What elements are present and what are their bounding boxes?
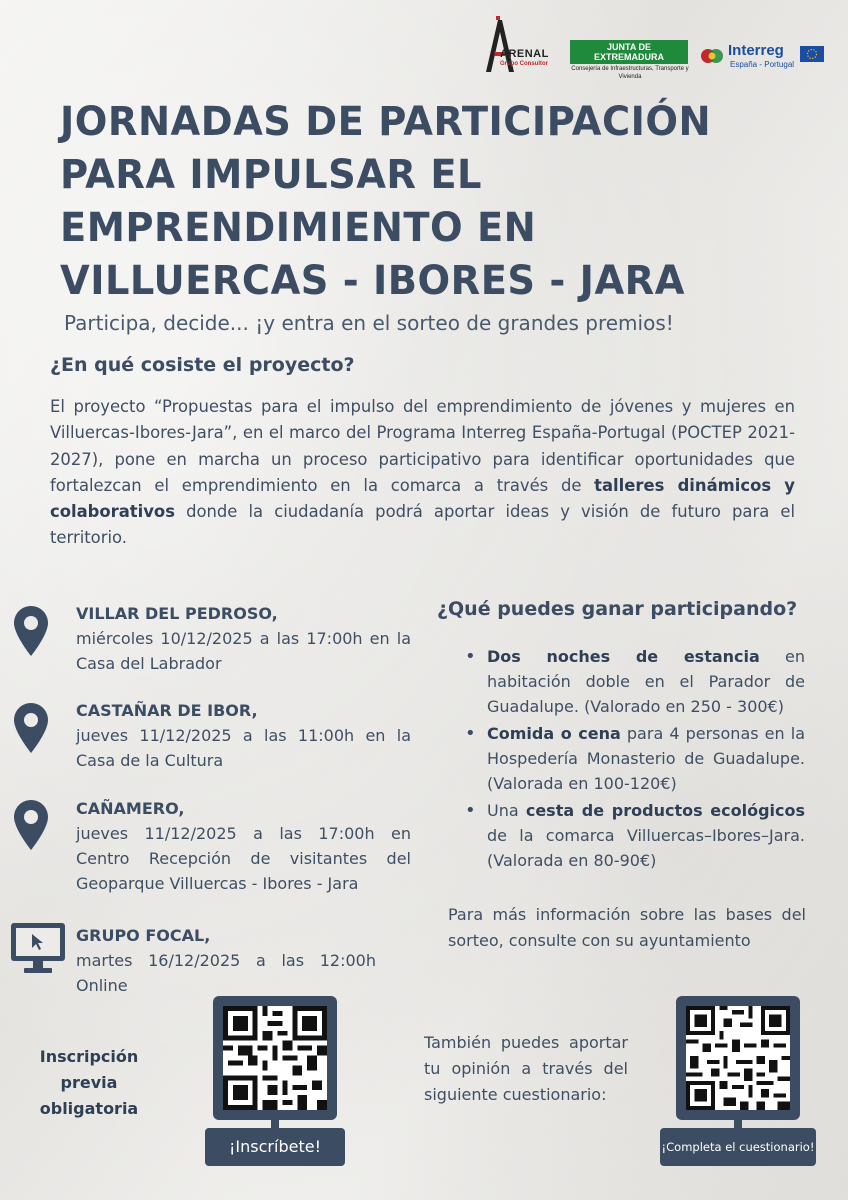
location-castanar (76, 698, 411, 773)
qr-code-icon (223, 1006, 327, 1110)
registration-label: Inscripción previa obligatoria (39, 1047, 139, 1118)
subtitle: Participa, decide... ¡y entra en el sorteo de grandes premios! (64, 311, 674, 335)
registration-qr-block (205, 996, 345, 1172)
junta-logo (570, 40, 690, 81)
project-text-bold: talleres dinámicos y colaborativos (50, 475, 795, 522)
prizes-list (465, 644, 805, 875)
list-item (465, 798, 805, 873)
interreg-logo (700, 42, 830, 82)
title-line-2: PARA IMPULSAR EL (60, 152, 482, 198)
survey-qr-block (660, 996, 816, 1172)
map-pin-icon (14, 606, 48, 656)
list-item (465, 644, 805, 719)
prize-bold: cesta de productos ecológicos (525, 801, 806, 820)
list-item (465, 721, 805, 796)
more-info: Para más información sobre las bases del sorteo, consulte con su ayuntamiento (448, 905, 806, 950)
prize-post: para 4 personas en la Hospedería Monasterio de Guadalupe. (Valorada en 100-120€) (487, 724, 806, 793)
arenal-name: ARENAL (500, 48, 549, 60)
location-grupo-focal (76, 923, 376, 998)
location-details: jueves 11/12/2025 a las 11:00h en la Casa de la Cultura (76, 726, 411, 770)
prize-bold: Comida o cena (487, 724, 621, 743)
title-line-3: EMPRENDIMIENTO EN (60, 205, 537, 251)
location-canamero (76, 796, 411, 896)
survey-qr-code[interactable] (686, 1006, 790, 1110)
qr-code-icon (686, 1006, 790, 1110)
location-details: jueves 11/12/2025 a las 17:00h en Centro Recepción de visitantes del Geoparque Villuercas - Ibores - Jara (76, 824, 411, 893)
project-heading: ¿En qué cosiste el proyecto? (50, 354, 355, 376)
interreg-mark-icon (700, 44, 724, 68)
interreg-name: Interreg (728, 42, 784, 59)
title-line-1: JORNADAS DE PARTICIPACIÓN (60, 99, 712, 145)
map-pin-icon (14, 703, 48, 753)
location-name: CAÑAMERO, (76, 799, 185, 818)
survey-text: También puedes aportar tu opinión a través del siguiente cuestionario: (424, 1033, 628, 1104)
prize-bold: Dos noches de estancia (487, 647, 760, 666)
location-name: CASTAÑAR DE IBOR, (76, 701, 258, 720)
arenal-sub: Grupo Consultor (500, 61, 548, 67)
map-pin-icon (14, 800, 48, 850)
arenal-logo (478, 14, 558, 74)
project-text-1: El proyecto “Propuestas para el impulso del emprendimiento de jóvenes y mujeres en Villuercas-Ibores-Jara”, en el marco del Programa Interreg España-Portugal (POCTEP 2021-2027), pone en marcha un proceso participativo para identificar oportunidades que fortalezcan el emprendimiento en la comarca a través de (50, 397, 795, 495)
registration-qr-code[interactable] (223, 1006, 327, 1110)
junta-sub: Consejería de Infraestructuras, Transporte y Vivienda (571, 66, 689, 80)
title-line-4: VILLUERCAS - IBORES - JARA (60, 258, 685, 304)
register-button[interactable]: ¡Inscríbete! (205, 1128, 345, 1166)
project-description (50, 394, 795, 552)
page-title (60, 96, 770, 308)
location-details: martes 16/12/2025 a las 12:00h Online (76, 951, 376, 995)
location-villar (76, 601, 411, 676)
project-text-2: donde la ciudadanía podrá aportar ideas y visión de futuro para el territorio. (50, 502, 795, 548)
location-details: miércoles 10/12/2025 a las 17:00h en la Casa del Labrador (76, 629, 411, 673)
prize-pre: Una (487, 801, 526, 820)
location-name: VILLAR DEL PEDROSO, (76, 604, 278, 623)
eu-flag-icon (800, 46, 824, 62)
monitor-icon (10, 922, 66, 974)
junta-name: JUNTA DE EXTREMADURA (570, 40, 688, 64)
qr-stand (734, 1120, 742, 1128)
prizes-heading: ¿Qué puedes ganar participando? (437, 598, 798, 620)
prize-post: en habitación doble en el Parador de Guadalupe. (Valorado en 250 - 300€) (487, 647, 805, 716)
qr-stand (271, 1120, 279, 1128)
prize-post: de la comarca Villuercas–Ibores–Jara. (Valorada en 80-90€) (487, 826, 805, 870)
interreg-country: España - Portugal (730, 60, 795, 69)
survey-button[interactable]: ¡Completa el cuestionario! (660, 1128, 816, 1166)
location-name: GRUPO FOCAL, (76, 926, 211, 945)
